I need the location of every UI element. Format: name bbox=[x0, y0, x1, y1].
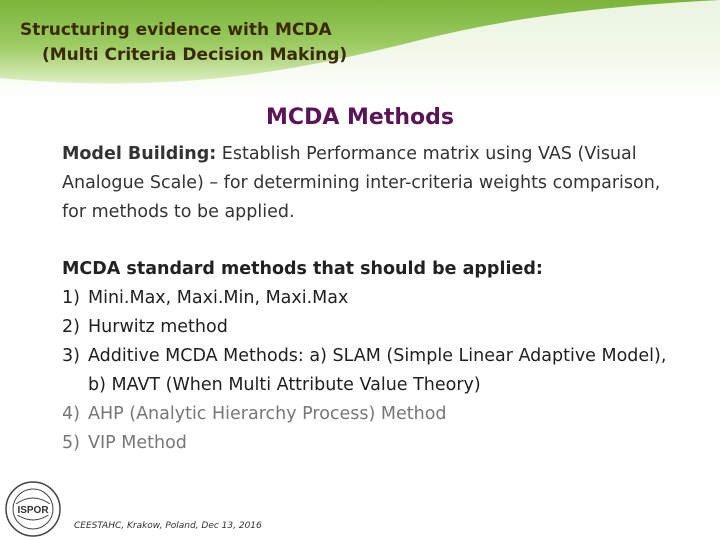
slide-header-title bbox=[20, 18, 347, 68]
list-item bbox=[62, 429, 682, 458]
section-title-text: MCDA Methods bbox=[266, 105, 454, 130]
list-item bbox=[62, 313, 682, 342]
section-title bbox=[0, 105, 720, 130]
intro-paragraph bbox=[62, 140, 662, 227]
list-item-text: Additive MCDA Methods: a) SLAM (Simple Linear Adaptive Model), b) MAVT (When Multi Attribute Value Theory) bbox=[88, 346, 667, 395]
list-item bbox=[62, 400, 682, 429]
footer-text: CEESTAHC, Krakow, Poland, Dec 13, 2016 bbox=[74, 521, 262, 531]
intro-bold-label: Model Building: bbox=[62, 144, 217, 164]
list-item-number: 2) bbox=[62, 317, 80, 337]
list-item-number: 1) bbox=[62, 288, 80, 308]
list-item-number: 3) bbox=[62, 346, 80, 366]
ispor-logo-icon bbox=[4, 480, 62, 538]
list-item-text: Mini.Max, Maxi.Min, Maxi.Max bbox=[88, 288, 349, 308]
list-item-text: Hurwitz method bbox=[88, 317, 228, 337]
header-title-line2: (Multi Criteria Decision Making) bbox=[42, 45, 348, 65]
methods-list bbox=[62, 284, 682, 458]
list-item-number: 5) bbox=[62, 433, 80, 453]
methods-heading: MCDA standard methods that should be applied: bbox=[62, 259, 543, 279]
intro-text: Establish Performance matrix using VAS (Visual Analogue Scale) – for determining inter-criteria weights comparison, for methods to be applied. bbox=[62, 144, 661, 222]
logo-text: ISPOR bbox=[17, 505, 49, 516]
list-item-number: 4) bbox=[62, 404, 80, 424]
list-item-text: AHP (Analytic Hierarchy Process) Method bbox=[88, 404, 447, 424]
header-title-line1: Structuring evidence with MCDA bbox=[20, 20, 332, 40]
list-item bbox=[62, 284, 682, 313]
list-item-text: VIP Method bbox=[88, 433, 187, 453]
list-item bbox=[62, 342, 682, 400]
